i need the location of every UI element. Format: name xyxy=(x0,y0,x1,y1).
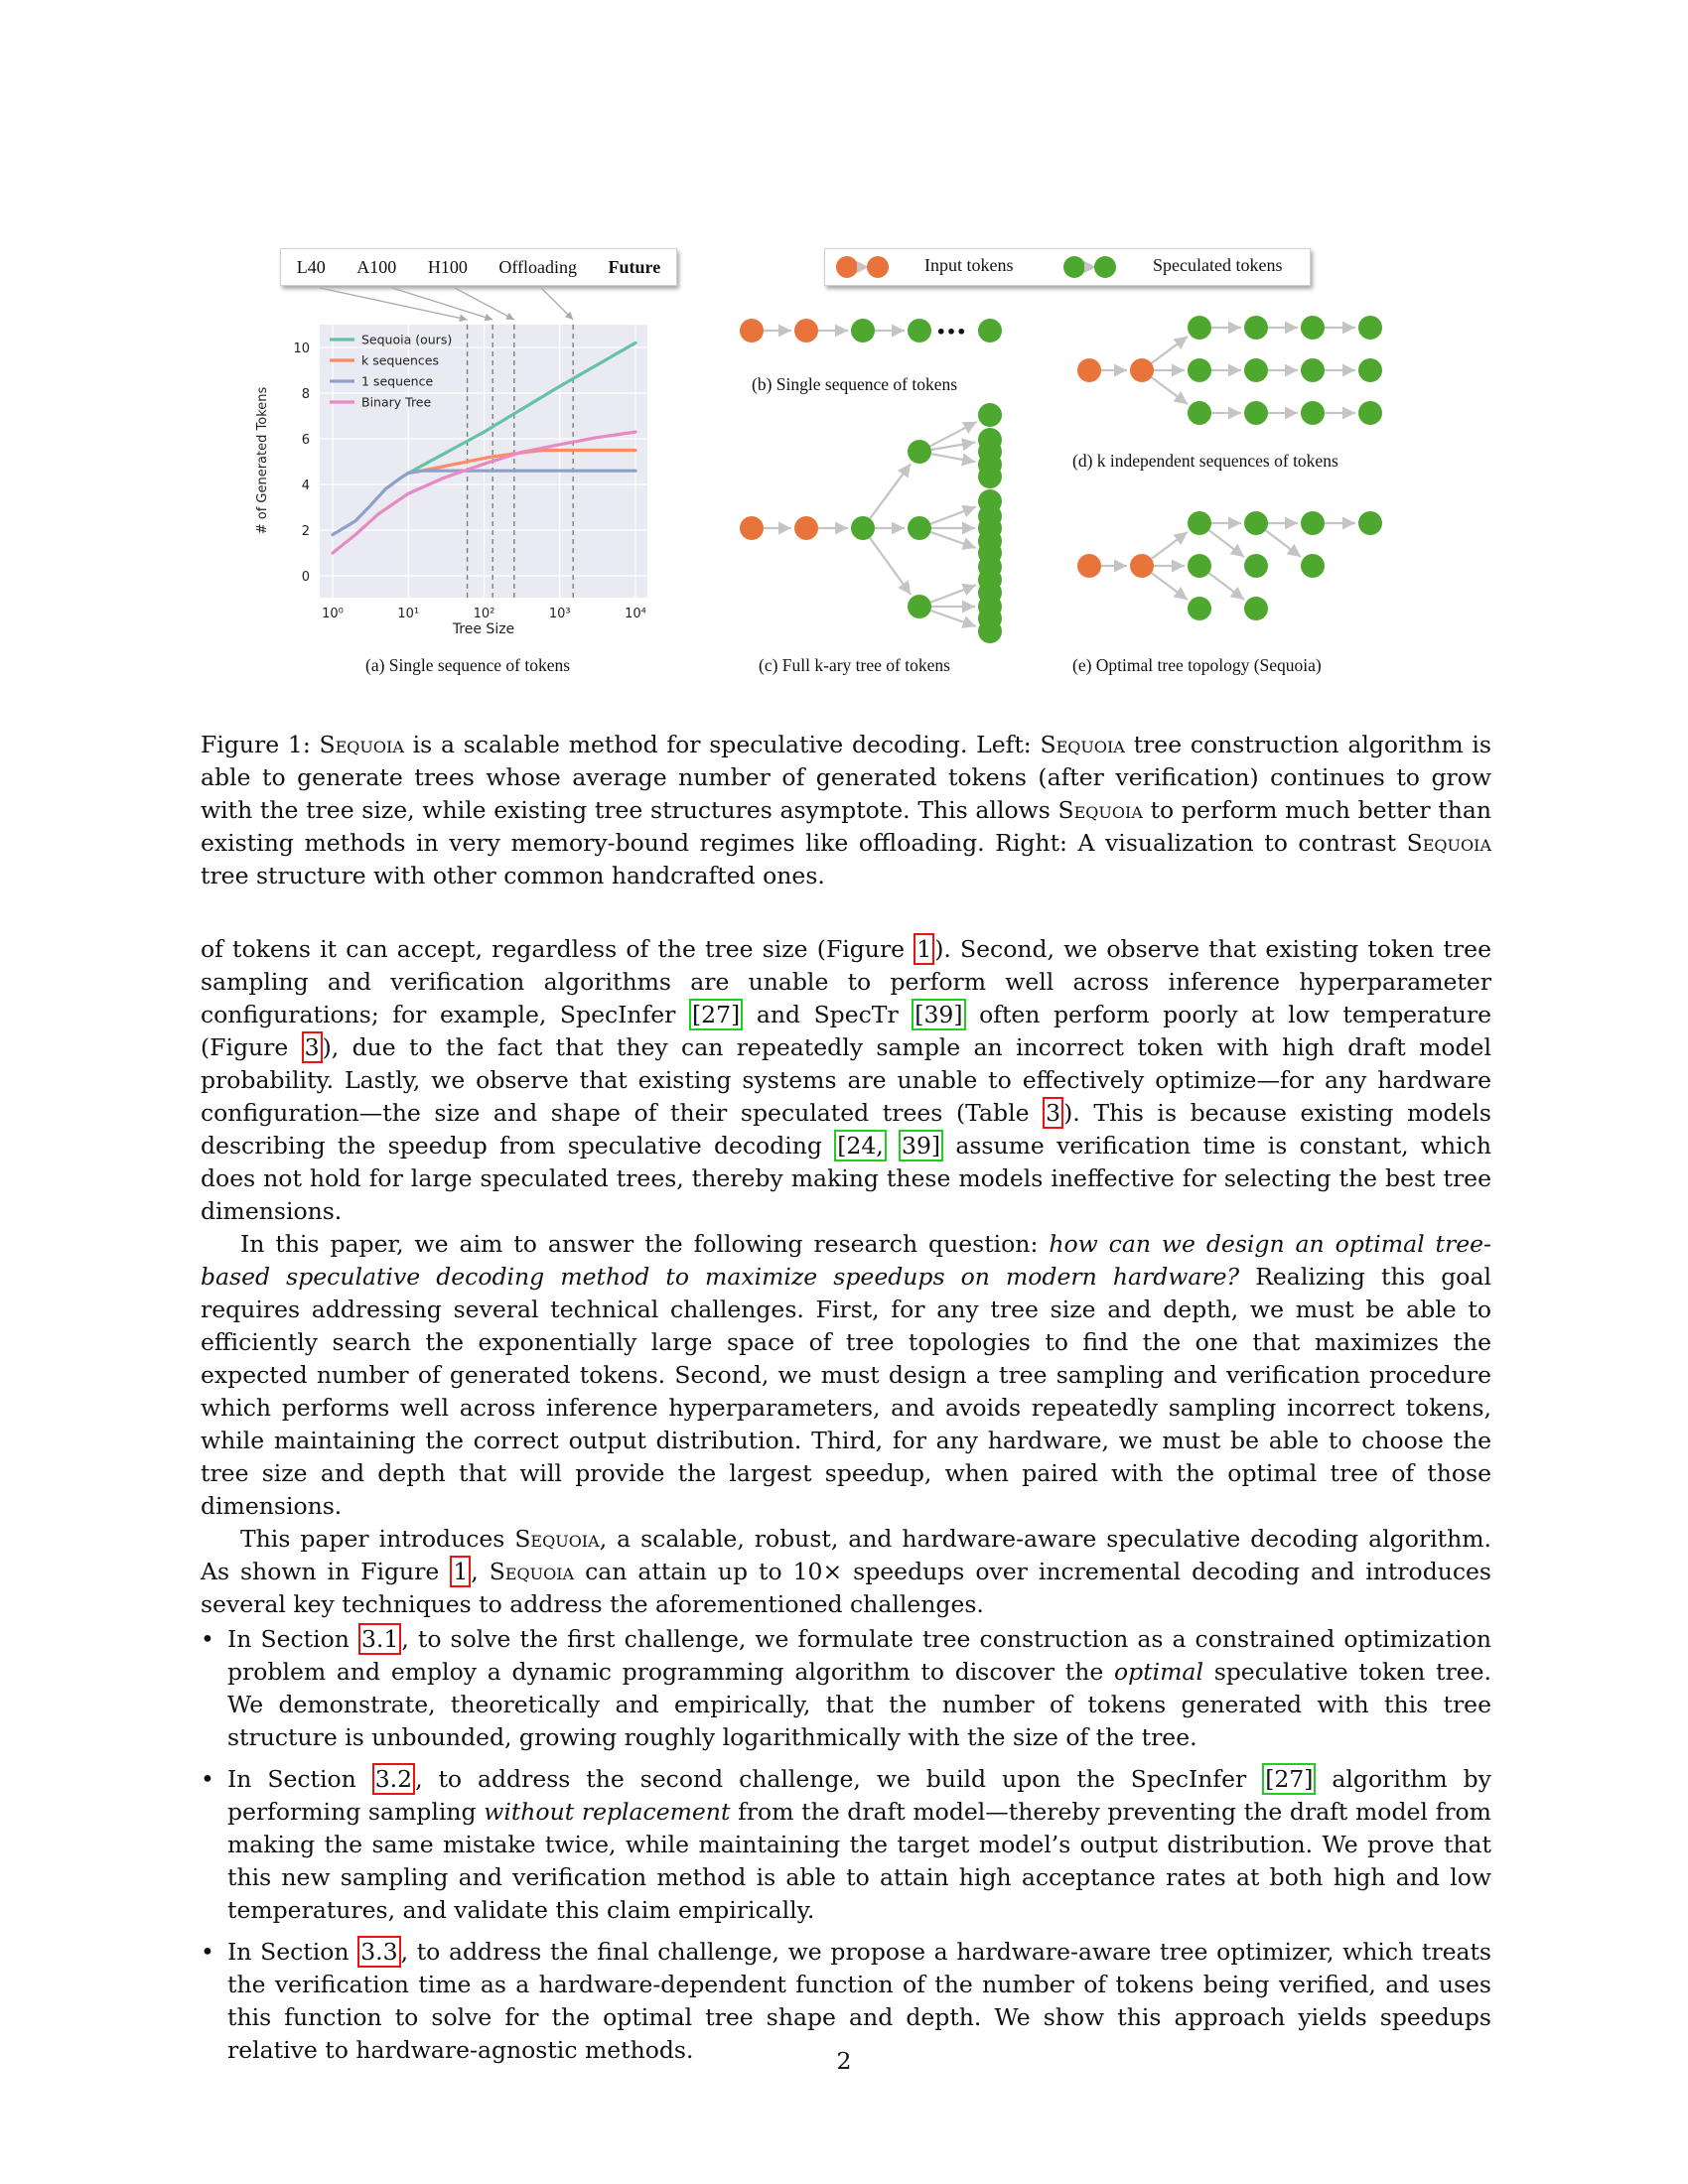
speculated-token xyxy=(851,516,875,540)
tree-edge xyxy=(931,454,975,462)
paragraph-3 xyxy=(201,1523,1491,1621)
speculated-token xyxy=(978,607,1002,630)
p2-text-b: Realizing this goal requires addressing several technical challenges. First, for any tree size and depth, we must be able to efficiently search the exponentially large space of tree topologies to find the one that maximizes the expected number of generated tokens. Second, we must design a tree sampling and verification procedure which performs well across inference hyperparameters, and avoids repeatedly sampling incorrect tokens, while maintaining the correct output distribution. Third, for any hardware, we must be able to choose the tree size and depth that will provide the largest speedup, when paired with the optimal tree of those dimensions. xyxy=(201,1263,1491,1520)
speculated-token xyxy=(1244,316,1268,340)
figure-ref-link[interactable]: 1 xyxy=(914,933,934,965)
speculated-token xyxy=(978,581,1002,605)
speculated-token xyxy=(978,440,1002,464)
bullet-text: speculative token tree. We demonstrate, theoretically and empirically, that the number of tokens generated with this tree structure is unbounded, growing roughly logarithmically with the size of the tree. xyxy=(227,1658,1491,1751)
citation-link[interactable]: [27] xyxy=(1262,1763,1316,1795)
p3-text-a: This paper introduces xyxy=(240,1525,505,1553)
section-ref-link[interactable]: 3.2 xyxy=(372,1763,415,1795)
research-question: how can we design an optimal tree-based speculative decoding method to maximize speedups on modern hardware? xyxy=(201,1230,1491,1291)
speculated-token xyxy=(851,319,875,342)
sequoia-name: Sequoia xyxy=(1406,829,1491,857)
x-tick-label: 10² xyxy=(473,607,495,621)
bullet-emphasis: without replacement xyxy=(484,1798,731,1826)
speculated-token xyxy=(1301,358,1325,382)
sequoia-name: Sequoia xyxy=(1040,731,1125,758)
tree-edge xyxy=(1209,530,1244,557)
sequoia-name: Sequoia xyxy=(319,731,404,758)
y-tick-label: 6 xyxy=(301,433,310,448)
figure-ref-link[interactable]: 3 xyxy=(302,1031,323,1063)
p1-text-f: ). This is because existing models describing the speedup from speculative decoding xyxy=(201,1099,1491,1160)
speculated-token xyxy=(978,403,1002,427)
speculated-token xyxy=(1244,597,1268,620)
table-ref-link[interactable]: 3 xyxy=(1043,1097,1063,1129)
speculated-token xyxy=(1358,511,1382,535)
bullet-text: In Section xyxy=(227,1938,350,1966)
p1-text-c: and SpecTr xyxy=(756,1001,899,1028)
sequoia-name: Sequoia xyxy=(1057,796,1143,824)
bullet-text: , to address the second challenge, we build upon the SpecInfer xyxy=(415,1765,1247,1793)
sequoia-name: Sequoia xyxy=(489,1558,575,1585)
sequoia-name: Sequoia xyxy=(514,1525,600,1553)
caption-label: Figure 1: xyxy=(201,731,311,758)
input-token xyxy=(1130,358,1154,382)
legend-entry: k sequences xyxy=(361,352,439,368)
caption-text-4: tree structure with other common handcrafted ones. xyxy=(201,862,825,889)
input-token xyxy=(740,319,764,342)
x-tick-label: 10³ xyxy=(548,607,571,621)
legend-entry: 1 sequence xyxy=(361,373,434,389)
speculated-token xyxy=(1358,358,1382,382)
p1-text-a: of tokens it can accept, regardless of the tree size (Figure xyxy=(201,935,906,963)
speculated-token xyxy=(908,516,931,540)
tree-edge xyxy=(1152,532,1188,559)
speculated-token xyxy=(978,465,1002,488)
input-token xyxy=(1130,554,1154,578)
speculated-token xyxy=(1301,511,1325,535)
p1-text-e: ), due to the fact that they can repeatedly sample an incorrect token with high draft model probability. Lastly, we observe that existing systems are unable to effectively optimize—for any hardware configuration—the size and shape of their speculated trees (Table xyxy=(201,1033,1491,1127)
figure-ref-link[interactable]: 1 xyxy=(450,1556,471,1587)
caption-text-2: tree construction algorithm is able to generate trees whose average number of generated tokens (after verification) continues to grow with the tree size, while existing tree structures asymptote. This allows xyxy=(201,731,1491,824)
body-text xyxy=(201,933,1491,2076)
subcaption-c: (c) Full k-ary tree of tokens xyxy=(759,655,950,675)
p3-text-b: , a scalable, robust, and hardware-aware speculative decoding algorithm. As shown in Figure xyxy=(201,1525,1491,1585)
legend-entry: Sequoia (ours) xyxy=(361,332,453,347)
bullet-text: , to address the final challenge, we propose a hardware-aware tree optimizer, which treats the verification time as a hardware-dependent function of the number of tokens being verified, and uses this function to solve for the optimal tree shape and depth. We show this approach yields speedups relative to hardware-agnostic methods. xyxy=(227,1938,1491,2064)
speculated-token xyxy=(1358,316,1382,340)
bullet-text: In Section xyxy=(227,1765,356,1793)
speculated-token xyxy=(908,440,931,464)
subcaption-d: (d) k independent sequences of tokens xyxy=(1072,451,1338,471)
x-tick-label: 10⁴ xyxy=(625,607,646,621)
page-number: 2 xyxy=(836,2047,852,2075)
y-tick-label: 0 xyxy=(301,570,310,585)
contribution-list xyxy=(201,1623,1491,2067)
p3-text-c: , xyxy=(471,1558,479,1585)
speculated-token xyxy=(1301,316,1325,340)
tree-edge xyxy=(870,464,911,518)
tree-edge xyxy=(1152,377,1188,404)
tree-edge xyxy=(870,538,911,595)
tree-edge xyxy=(1152,337,1188,363)
input-token xyxy=(794,516,818,540)
tree-edge xyxy=(930,611,976,626)
speculated-token xyxy=(978,319,1002,342)
subcaption-b: (b) Single sequence of tokens xyxy=(752,374,958,394)
speculated-token xyxy=(978,555,1002,579)
y-axis-label: # of Generated Tokens xyxy=(255,386,270,535)
bullet-text: algorithm by performing sampling xyxy=(227,1765,1491,1826)
input-tokens-label: Input tokens xyxy=(924,255,1014,275)
citation-link[interactable]: [27] xyxy=(689,999,743,1030)
hw-label-offloading: Offloading xyxy=(498,256,578,277)
y-tick-label: 4 xyxy=(301,478,310,493)
speculated-token xyxy=(1358,401,1382,425)
contribution-item xyxy=(201,1763,1491,1927)
input-token xyxy=(1077,554,1101,578)
y-tick-label: 2 xyxy=(301,524,310,539)
ellipsis: ••• xyxy=(935,323,967,341)
speculated-token xyxy=(1188,401,1211,425)
bullet-emphasis: optimal xyxy=(1114,1658,1203,1686)
citation-link[interactable]: [24, xyxy=(834,1130,887,1161)
speculated-token xyxy=(1188,316,1211,340)
token-tree-diagrams xyxy=(0,0,1688,695)
tree-edge xyxy=(930,506,976,523)
speculated-token xyxy=(1188,597,1211,620)
speculated-token xyxy=(1244,511,1268,535)
hw-label-a100: A100 xyxy=(356,256,397,277)
legend-entry: Binary Tree xyxy=(361,394,432,410)
caption-text-1: is a scalable method for speculative decoding. Left: xyxy=(412,731,1032,758)
p1-text-d: often perform poorly at low temperature (Figure xyxy=(201,1001,1491,1061)
bullet-text: , to solve the first challenge, we formulate tree construction as a constrained optimization problem and employ a dynamic programming algorithm to discover the xyxy=(227,1625,1491,1686)
section-ref-link[interactable]: 3.1 xyxy=(358,1623,401,1655)
p2-text-a: In this paper, we aim to answer the following research question: xyxy=(240,1230,1039,1258)
subcaption-a: (a) Single sequence of tokens xyxy=(365,655,571,675)
citation-link[interactable]: [39] xyxy=(912,999,965,1030)
speculated-tokens-label: Speculated tokens xyxy=(1153,255,1283,275)
x-axis-label: Tree Size xyxy=(452,621,515,637)
paragraph-2 xyxy=(201,1228,1491,1523)
caption-text-3: to perform much better than existing methods in very memory-bound regimes like offloading. Right: A visualization to contrast xyxy=(201,796,1491,857)
speculated-token xyxy=(978,504,1002,528)
tree-edge xyxy=(930,585,976,602)
hw-label-future: Future xyxy=(608,256,661,277)
subcaption-e: (e) Optimal tree topology (Sequoia) xyxy=(1072,655,1322,675)
speculated-token xyxy=(1188,554,1211,578)
hw-label-l40: L40 xyxy=(296,256,326,277)
speculated-token xyxy=(1188,511,1211,535)
hw-label-h100: H100 xyxy=(427,256,468,277)
y-tick-label: 8 xyxy=(301,387,310,402)
p1-text-g: assume verification time is constant, which does not hold for large speculated trees, thereby making these models ineffective for selecting the best tree dimensions. xyxy=(201,1132,1491,1225)
y-tick-label: 10 xyxy=(293,341,310,356)
paragraph-1 xyxy=(201,933,1491,1228)
contribution-item xyxy=(201,1623,1491,1754)
speculated-token xyxy=(1301,554,1325,578)
speculated-token xyxy=(1244,401,1268,425)
tree-edge xyxy=(931,442,975,450)
p3-text-d: can attain up to 10× speedups over incremental decoding and introduces several key techniques to address the aforementioned challenges. xyxy=(201,1558,1491,1618)
bullet-text: In Section xyxy=(227,1625,350,1653)
speculated-token xyxy=(1188,358,1211,382)
tree-edge xyxy=(1152,573,1188,600)
speculated-token xyxy=(908,595,931,618)
input-token xyxy=(794,319,818,342)
x-tick-label: 10¹ xyxy=(397,607,420,621)
tree-edge xyxy=(930,532,976,548)
speculated-token xyxy=(1244,358,1268,382)
input-token xyxy=(1077,358,1101,382)
bullet-text: from the draft model—thereby preventing the draft model from making the same mistake twice, while maintaining the target model’s output distribution. We prove that this new sampling and verification method is able to attain high acceptance rates at both high and low temperatures, and validate this claim empirically. xyxy=(227,1798,1491,1924)
section-ref-link[interactable]: 3.3 xyxy=(357,1936,400,1968)
speculated-token xyxy=(1301,401,1325,425)
x-tick-label: 10⁰ xyxy=(322,607,344,621)
speculated-token xyxy=(978,529,1002,553)
input-token xyxy=(740,516,764,540)
p1-text-b: ). Second, we observe that existing token tree sampling and verification algorithms are unable to perform well across inference hyperparameter configurations; for example, SpecInfer xyxy=(201,935,1491,1028)
tree-edge xyxy=(1266,530,1301,557)
citation-link[interactable]: 39] xyxy=(899,1130,943,1161)
tree-edge xyxy=(1209,573,1244,600)
figure-caption xyxy=(201,729,1491,892)
speculated-token xyxy=(1244,554,1268,578)
speculated-token xyxy=(908,319,931,342)
